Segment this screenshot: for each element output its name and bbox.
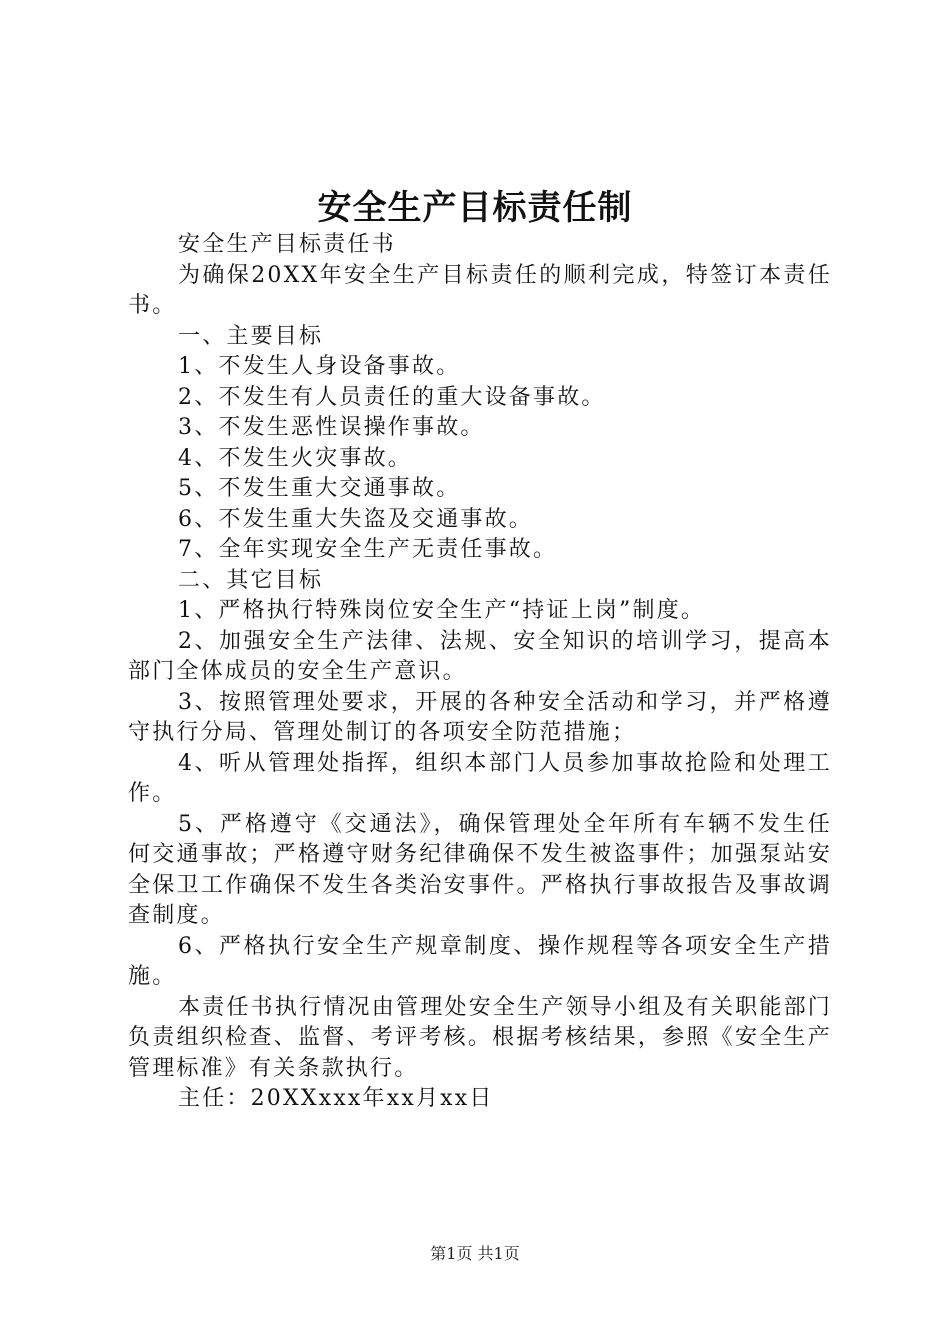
list-item: 3、不发生恶性误操作事故。: [178, 415, 485, 440]
list-item: 1、不发生人身设备事故。: [178, 354, 461, 379]
list-item: 2、加强安全生产法律、法规、安全知识的培训学习，提高本部门全体成员的安全生产意识。: [128, 628, 832, 684]
signature-line: 主任：20XXxxx年xx月xx日: [178, 1086, 494, 1111]
list-item: 6、严格执行安全生产规章制度、操作规程等各项安全生产措施。: [128, 933, 832, 989]
paragraph-heading: 安全生产目标责任书: [178, 232, 396, 257]
list-item: 3、按照管理处要求，开展的各种安全活动和学习，并严格遵守执行分局、管理处制订的各项安全防范措施；: [128, 689, 832, 745]
list-item: 4、听从管理处指挥，组织本部门人员参加事故抢险和处理工作。: [128, 750, 832, 806]
list-item: 5、严格遵守《交通法》，确保管理处全年所有车辆不发生任何交通事故；严格遵守财务纪律确保不发生被盗事件；加强泵站安全保卫工作确保不发生各类治安事件。严格执行事故报告及事故调查制度。: [128, 811, 832, 928]
paragraph-intro: 为确保20XX年安全生产目标责任的顺利完成，特签订本责任书。: [128, 262, 832, 318]
section-heading-other-goals: 二、其它目标: [178, 567, 324, 593]
document-body: [128, 230, 832, 1115]
list-item: 1、严格执行特殊岗位安全生产“持证上岗”制度。: [178, 598, 706, 623]
list-item: 4、不发生火灾事故。: [178, 445, 412, 471]
section-heading-main-goals: 一、主要目标: [178, 323, 324, 349]
list-item: 7、全年实现安全生产无责任事故。: [178, 537, 558, 562]
page-title: 安全生产目标责任制: [317, 188, 633, 228]
paragraph-closing: 本责任书执行情况由管理处安全生产领导小组及有关职能部门负责组织检查、监督、考评考核。根据考核结果，参照《安全生产管理标准》有关条款执行。: [128, 994, 832, 1081]
list-item: 5、不发生重大交通事故。: [178, 476, 461, 501]
list-item: 6、不发生重大失盗及交通事故。: [178, 506, 533, 532]
list-item: 2、不发生有人员责任的重大设备事故。: [178, 384, 606, 410]
page-number-footer: 第1页 共1页: [430, 1244, 520, 1263]
